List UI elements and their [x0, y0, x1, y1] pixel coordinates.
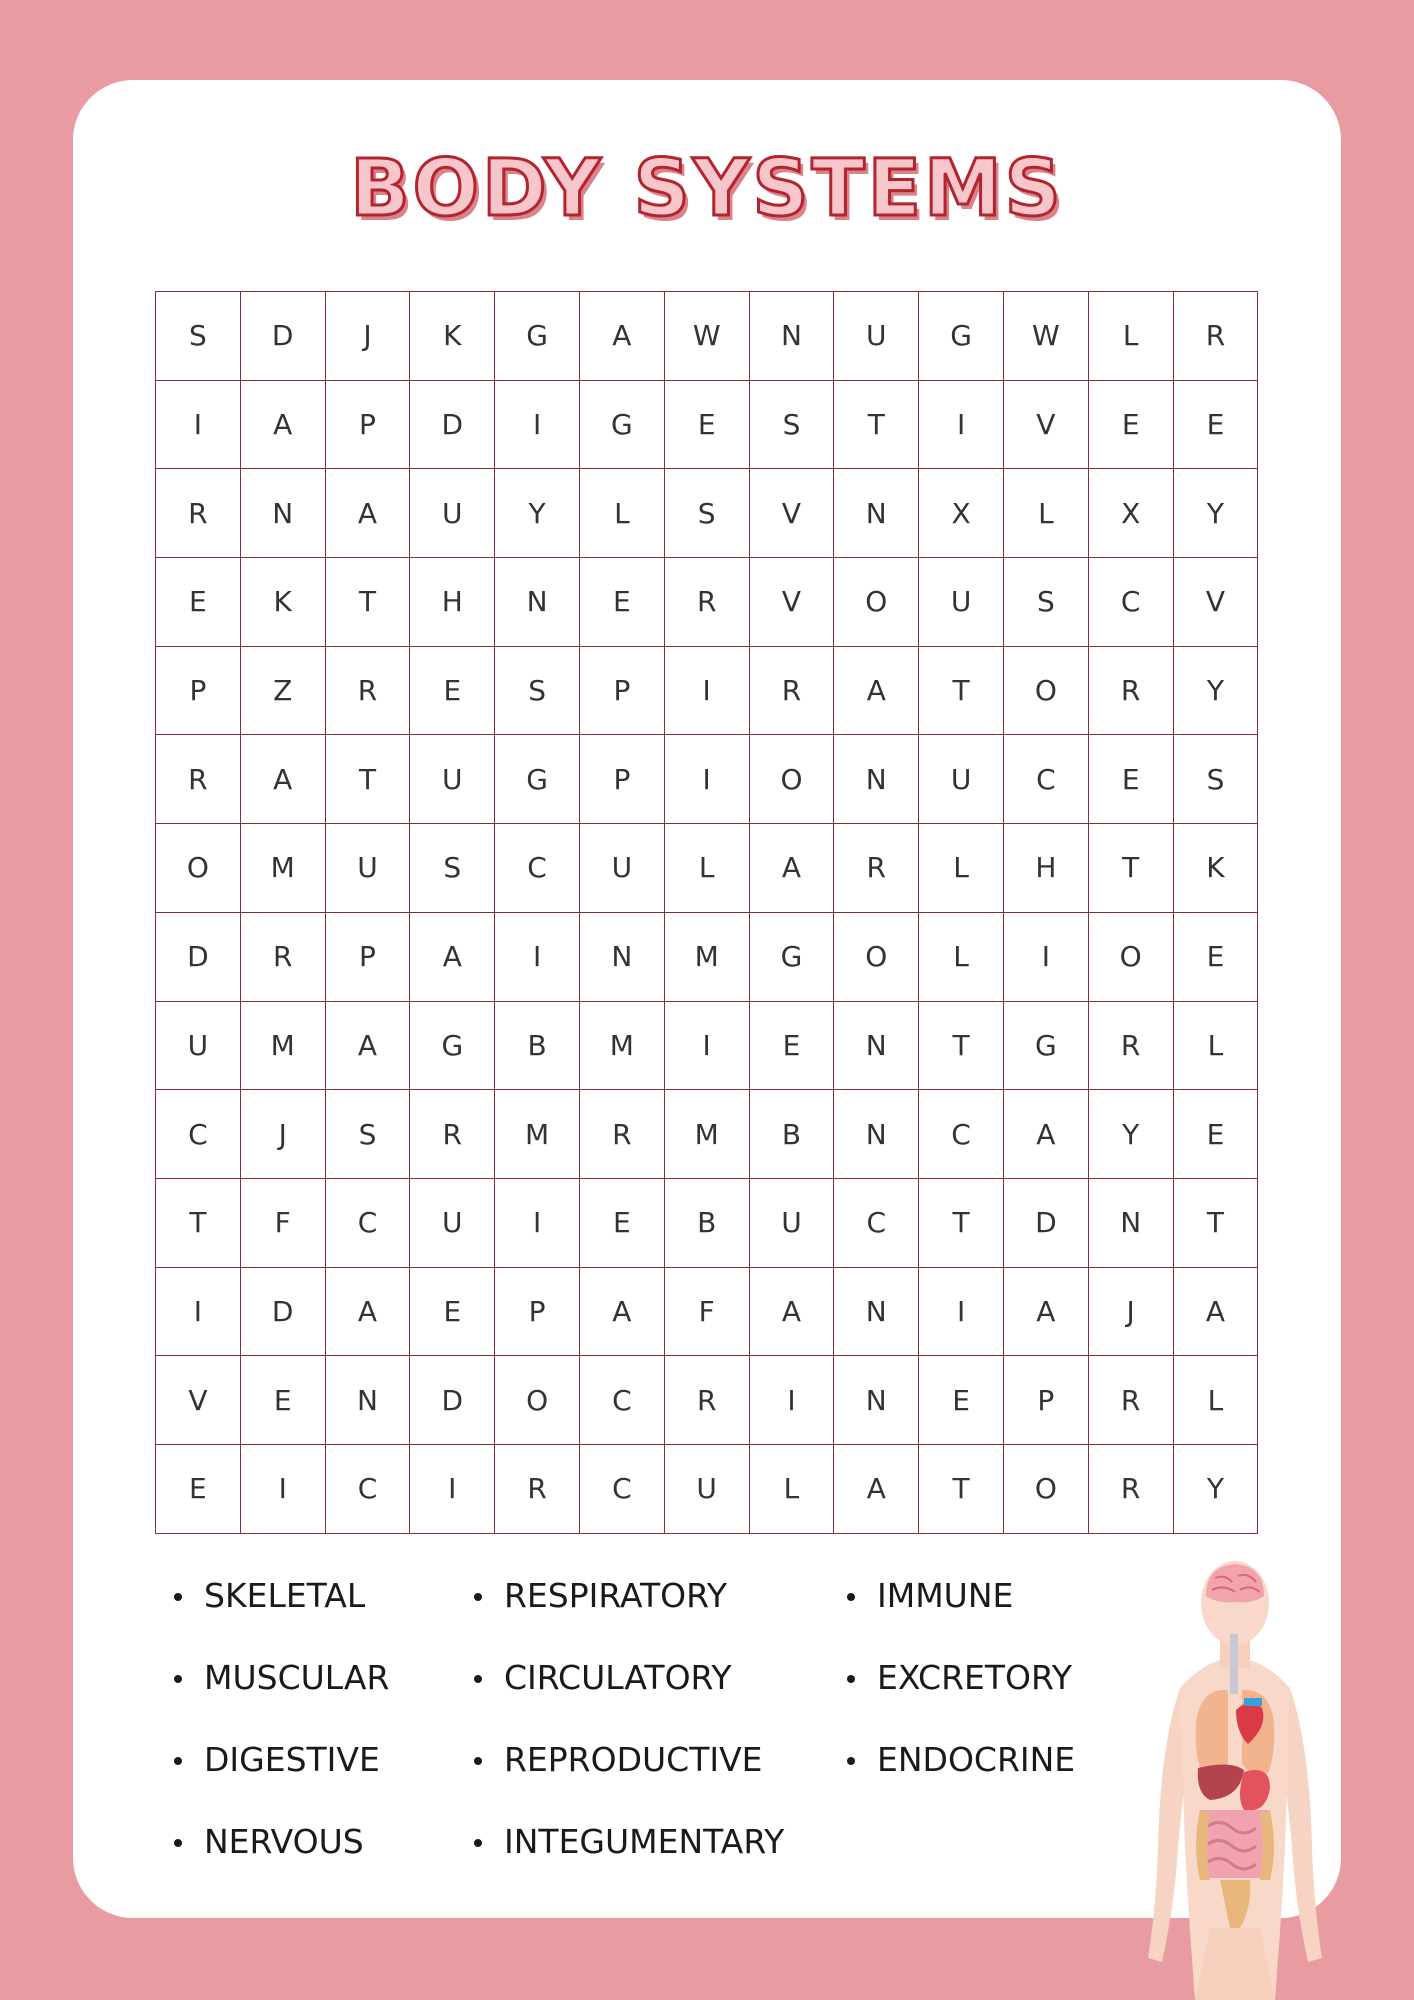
grid-cell: L	[665, 824, 750, 913]
grid-cell: E	[580, 558, 665, 647]
grid-cell: S	[410, 824, 495, 913]
grid-cell: N	[834, 1090, 919, 1179]
grid-cell: L	[580, 469, 665, 558]
grid-cell: R	[326, 647, 411, 736]
word-list-item: CIRCULATORY	[474, 1650, 784, 1732]
grid-cell: E	[1089, 381, 1174, 470]
grid-cell: R	[665, 558, 750, 647]
grid-cell: B	[495, 1002, 580, 1091]
grid-cell: A	[580, 1268, 665, 1357]
word-list-item: IMMUNE	[847, 1568, 1075, 1650]
grid-cell: C	[495, 824, 580, 913]
grid-cell: N	[750, 292, 835, 381]
grid-cell: M	[665, 1090, 750, 1179]
grid-cell: B	[665, 1179, 750, 1268]
grid-cell: P	[326, 381, 411, 470]
grid-cell: S	[1174, 735, 1259, 824]
grid-cell: E	[410, 647, 495, 736]
grid-cell: E	[580, 1179, 665, 1268]
grid-cell: E	[1174, 1090, 1259, 1179]
grid-cell: F	[241, 1179, 326, 1268]
grid-cell: C	[580, 1356, 665, 1445]
grid-cell: G	[1004, 1002, 1089, 1091]
grid-cell: E	[156, 1445, 241, 1534]
grid-cell: I	[495, 381, 580, 470]
grid-cell: D	[1004, 1179, 1089, 1268]
grid-cell: E	[665, 381, 750, 470]
grid-cell: O	[1004, 1445, 1089, 1534]
grid-cell: D	[241, 292, 326, 381]
grid-cell: V	[1174, 558, 1259, 647]
grid-cell: M	[495, 1090, 580, 1179]
grid-cell: S	[665, 469, 750, 558]
grid-cell: L	[919, 824, 1004, 913]
grid-cell: Y	[1174, 1445, 1259, 1534]
grid-cell: T	[156, 1179, 241, 1268]
grid-cell: L	[1174, 1002, 1259, 1091]
grid-cell: T	[1089, 824, 1174, 913]
grid-cell: D	[410, 381, 495, 470]
grid-cell: T	[1174, 1179, 1259, 1268]
grid-cell: C	[1004, 735, 1089, 824]
word-list-item: MUSCULAR	[174, 1650, 389, 1732]
grid-cell: I	[665, 735, 750, 824]
grid-cell: R	[665, 1356, 750, 1445]
grid-cell: C	[580, 1445, 665, 1534]
grid-cell: E	[1174, 913, 1259, 1002]
word-list-item: REPRODUCTIVE	[474, 1732, 784, 1814]
grid-cell: I	[410, 1445, 495, 1534]
grid-cell: W	[665, 292, 750, 381]
grid-cell: E	[1174, 381, 1259, 470]
grid-cell: T	[919, 1002, 1004, 1091]
grid-cell: C	[156, 1090, 241, 1179]
grid-cell: T	[326, 735, 411, 824]
grid-cell: U	[580, 824, 665, 913]
grid-cell: R	[1089, 647, 1174, 736]
grid-cell: M	[665, 913, 750, 1002]
grid-cell: I	[156, 1268, 241, 1357]
grid-cell: L	[1004, 469, 1089, 558]
grid-cell: S	[750, 381, 835, 470]
grid-cell: A	[326, 1268, 411, 1357]
grid-cell: T	[919, 1179, 1004, 1268]
grid-cell: Y	[1174, 469, 1259, 558]
grid-cell: U	[410, 1179, 495, 1268]
grid-cell: U	[410, 469, 495, 558]
grid-cell: N	[834, 735, 919, 824]
grid-cell: V	[750, 558, 835, 647]
grid-cell: K	[410, 292, 495, 381]
grid-cell: O	[156, 824, 241, 913]
grid-cell: I	[919, 1268, 1004, 1357]
word-list-item: NERVOUS	[174, 1814, 389, 1896]
word-list-item: DIGESTIVE	[174, 1732, 389, 1814]
grid-cell: J	[326, 292, 411, 381]
grid-cell: O	[495, 1356, 580, 1445]
grid-cell: A	[834, 1445, 919, 1534]
grid-cell: G	[495, 735, 580, 824]
grid-cell: S	[326, 1090, 411, 1179]
grid-cell: U	[326, 824, 411, 913]
grid-cell: A	[326, 1002, 411, 1091]
word-list-column-1	[174, 1568, 389, 1896]
grid-cell: A	[1004, 1090, 1089, 1179]
grid-cell: G	[919, 292, 1004, 381]
grid-cell: I	[156, 381, 241, 470]
grid-cell: U	[919, 735, 1004, 824]
grid-cell: K	[241, 558, 326, 647]
grid-cell: O	[1089, 913, 1174, 1002]
grid-cell: O	[1004, 647, 1089, 736]
grid-cell: T	[919, 1445, 1004, 1534]
grid-cell: S	[156, 292, 241, 381]
grid-cell: O	[834, 558, 919, 647]
grid-cell: R	[410, 1090, 495, 1179]
grid-cell: S	[1004, 558, 1089, 647]
grid-cell: P	[1004, 1356, 1089, 1445]
grid-cell: U	[834, 292, 919, 381]
grid-cell: R	[1089, 1356, 1174, 1445]
grid-cell: N	[495, 558, 580, 647]
grid-cell: E	[156, 558, 241, 647]
grid-cell: A	[834, 647, 919, 736]
grid-cell: P	[495, 1268, 580, 1357]
grid-cell: A	[410, 913, 495, 1002]
grid-cell: R	[834, 824, 919, 913]
grid-cell: R	[495, 1445, 580, 1534]
grid-cell: A	[326, 469, 411, 558]
grid-cell: A	[580, 292, 665, 381]
grid-cell: N	[834, 1268, 919, 1357]
word-list-item: EXCRETORY	[847, 1650, 1075, 1732]
grid-cell: J	[1089, 1268, 1174, 1357]
grid-cell: I	[665, 647, 750, 736]
grid-cell: I	[750, 1356, 835, 1445]
grid-cell: P	[580, 647, 665, 736]
grid-cell: A	[750, 824, 835, 913]
grid-cell: P	[326, 913, 411, 1002]
grid-cell: C	[326, 1179, 411, 1268]
grid-cell: D	[156, 913, 241, 1002]
grid-cell: N	[1089, 1179, 1174, 1268]
grid-cell: I	[495, 1179, 580, 1268]
grid-cell: C	[834, 1179, 919, 1268]
word-list-item: RESPIRATORY	[474, 1568, 784, 1650]
grid-cell: C	[326, 1445, 411, 1534]
grid-cell: I	[919, 381, 1004, 470]
grid-cell: I	[1004, 913, 1089, 1002]
grid-cell: D	[241, 1268, 326, 1357]
page-title: BODY SYSTEMS	[350, 144, 1064, 234]
word-list-item: INTEGUMENTARY	[474, 1814, 784, 1896]
grid-cell: H	[410, 558, 495, 647]
grid-cell: L	[919, 913, 1004, 1002]
grid-cell: V	[156, 1356, 241, 1445]
grid-cell: K	[1174, 824, 1259, 913]
grid-cell: A	[1004, 1268, 1089, 1357]
grid-cell: T	[834, 381, 919, 470]
grid-cell: S	[495, 647, 580, 736]
grid-cell: R	[1174, 292, 1259, 381]
word-list-column-2	[474, 1568, 784, 1896]
grid-cell: N	[834, 1002, 919, 1091]
grid-cell: W	[1004, 292, 1089, 381]
grid-cell: F	[665, 1268, 750, 1357]
grid-cell: L	[1174, 1356, 1259, 1445]
human-body-anatomy-illustration	[1140, 1548, 1330, 2000]
grid-cell: G	[410, 1002, 495, 1091]
grid-cell: R	[156, 469, 241, 558]
grid-cell: E	[410, 1268, 495, 1357]
grid-cell: A	[241, 735, 326, 824]
grid-cell: E	[1089, 735, 1174, 824]
word-search-grid	[155, 291, 1258, 1534]
grid-cell: I	[665, 1002, 750, 1091]
grid-cell: R	[1089, 1002, 1174, 1091]
grid-cell: R	[241, 913, 326, 1002]
grid-cell: N	[834, 1356, 919, 1445]
grid-cell: N	[241, 469, 326, 558]
grid-cell: O	[750, 735, 835, 824]
grid-cell: C	[919, 1090, 1004, 1179]
grid-cell: R	[580, 1090, 665, 1179]
grid-cell: T	[326, 558, 411, 647]
grid-cell: Y	[1089, 1090, 1174, 1179]
grid-cell: J	[241, 1090, 326, 1179]
grid-cell: V	[1004, 381, 1089, 470]
grid-cell: I	[241, 1445, 326, 1534]
grid-cell: N	[326, 1356, 411, 1445]
grid-cell: L	[1089, 292, 1174, 381]
grid-cell: U	[750, 1179, 835, 1268]
grid-cell: O	[834, 913, 919, 1002]
grid-cell: R	[1089, 1445, 1174, 1534]
grid-cell: L	[750, 1445, 835, 1534]
grid-cell: M	[580, 1002, 665, 1091]
grid-cell: B	[750, 1090, 835, 1179]
grid-cell: U	[410, 735, 495, 824]
grid-cell: M	[241, 824, 326, 913]
grid-cell: C	[1089, 558, 1174, 647]
word-list-item: SKELETAL	[174, 1568, 389, 1650]
grid-cell: N	[580, 913, 665, 1002]
grid-cell: E	[241, 1356, 326, 1445]
grid-cell: E	[919, 1356, 1004, 1445]
grid-cell: X	[919, 469, 1004, 558]
grid-cell: G	[750, 913, 835, 1002]
grid-cell: D	[410, 1356, 495, 1445]
grid-cell: A	[750, 1268, 835, 1357]
grid-cell: E	[750, 1002, 835, 1091]
grid-cell: R	[750, 647, 835, 736]
grid-cell: Z	[241, 647, 326, 736]
grid-cell: P	[156, 647, 241, 736]
grid-cell: U	[919, 558, 1004, 647]
grid-cell: G	[495, 292, 580, 381]
grid-cell: U	[156, 1002, 241, 1091]
word-list-item: ENDOCRINE	[847, 1732, 1075, 1814]
grid-cell: U	[665, 1445, 750, 1534]
grid-cell: A	[241, 381, 326, 470]
grid-cell: I	[495, 913, 580, 1002]
grid-cell: A	[1174, 1268, 1259, 1357]
grid-cell: G	[580, 381, 665, 470]
grid-cell: T	[919, 647, 1004, 736]
grid-cell: N	[834, 469, 919, 558]
grid-cell: P	[580, 735, 665, 824]
grid-cell: V	[750, 469, 835, 558]
grid-cell: R	[156, 735, 241, 824]
grid-cell: Y	[495, 469, 580, 558]
grid-cell: H	[1004, 824, 1089, 913]
grid-cell: Y	[1174, 647, 1259, 736]
grid-cell: M	[241, 1002, 326, 1091]
grid-cell: X	[1089, 469, 1174, 558]
word-list-column-3	[847, 1568, 1075, 1814]
